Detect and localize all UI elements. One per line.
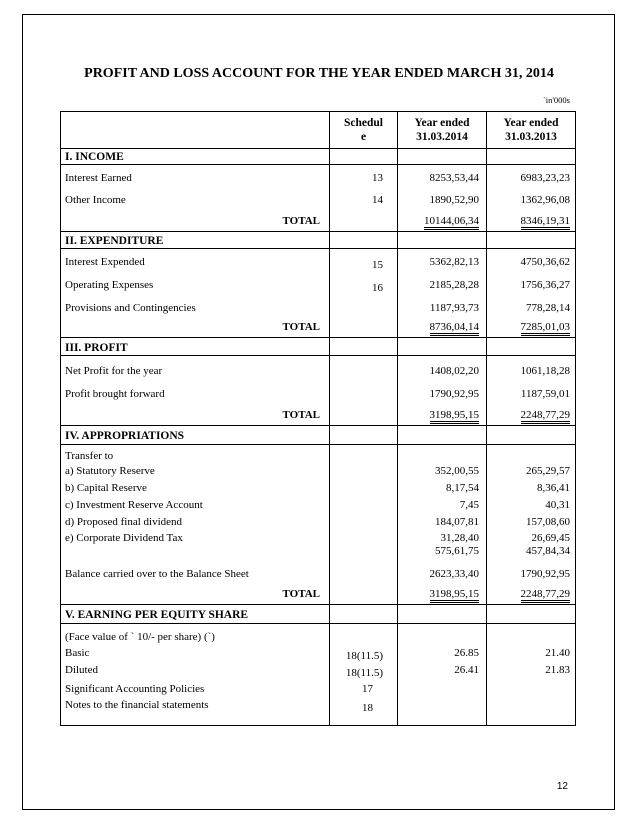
row-current: 31,28,40 — [440, 532, 479, 544]
col-divider-current — [486, 111, 487, 726]
total-label: TOTAL — [282, 588, 320, 600]
row-previous: 157,08,60 — [526, 516, 570, 528]
row-schedule: 15 — [372, 259, 383, 271]
row-previous: 265,29,57 — [526, 465, 570, 477]
row-label: Diluted — [65, 664, 98, 676]
row-schedule: 13 — [372, 172, 383, 184]
row-label: Interest Earned — [65, 172, 132, 184]
row-current: 8253,53,44 — [429, 172, 479, 184]
section-heading-income: I. INCOME — [65, 151, 124, 163]
subtotal-current: 575,61,75 — [435, 545, 479, 557]
row-schedule: 18 — [362, 702, 373, 714]
table-border-bottom — [60, 725, 576, 726]
section-heading-expenditure: II. EXPENDITURE — [65, 235, 164, 247]
row-current: 352,00,55 — [435, 465, 479, 477]
row-current: 1187,93,73 — [429, 302, 479, 314]
row-divider — [60, 355, 576, 356]
row-label: Notes to the financial statements — [65, 699, 209, 711]
col-header-current: Year ended 31.03.2014 — [414, 117, 470, 143]
total-current: 3198,95,15 — [430, 409, 480, 424]
row-current: 8,17,54 — [446, 482, 479, 494]
balance-previous: 1790,92,95 — [520, 568, 570, 580]
row-schedule: 18(11.5) — [345, 650, 383, 662]
row-label: Other Income — [65, 194, 126, 206]
transfer-label: Transfer to — [65, 450, 114, 462]
total-current: 10144,06,34 — [424, 215, 479, 230]
row-previous: 21.83 — [545, 664, 570, 676]
total-label: TOTAL — [282, 215, 320, 227]
row-label: Profit brought forward — [65, 388, 165, 400]
row-current: 1890,52,90 — [429, 194, 479, 206]
section-heading-appropriations: IV. APPROPRIATIONS — [65, 430, 185, 442]
row-divider — [60, 425, 576, 426]
row-current: 2185,28,28 — [429, 279, 479, 291]
row-divider — [60, 231, 576, 232]
row-previous: 8,36,41 — [537, 482, 570, 494]
row-current: 1408,02,20 — [429, 365, 479, 377]
row-previous: 1187,59,01 — [520, 388, 570, 400]
row-previous: 1362,96,08 — [520, 194, 570, 206]
row-label: Basic — [65, 647, 90, 659]
balance-label: Balance carried over to the Balance Sheet — [65, 568, 249, 580]
row-label: Provisions and Contingencies — [65, 302, 196, 314]
col-header-schedule: Schedul e — [344, 117, 383, 143]
row-current: 26.85 — [454, 647, 479, 659]
unit-note: `in'000s — [542, 95, 570, 105]
row-label: d) Proposed final dividend — [65, 516, 183, 528]
row-previous: 6983,23,23 — [520, 172, 570, 184]
row-divider — [60, 444, 576, 445]
statement-title: PROFIT AND LOSS ACCOUNT FOR THE YEAR ENDED MARCH 31, 2014 — [84, 66, 554, 81]
row-current: 184,07,81 — [435, 516, 479, 528]
col-divider-label — [329, 111, 330, 726]
row-schedule: 16 — [372, 282, 383, 294]
face-value-note: (Face value of ` 10/- per share) (`) — [65, 631, 215, 643]
row-current: 5362,82,13 — [429, 256, 479, 268]
row-label: a) Statutory Reserve — [65, 465, 155, 477]
row-previous: 1061,18,28 — [520, 365, 570, 377]
total-current: 8736,04,14 — [430, 321, 480, 336]
balance-current: 2623,33,40 — [429, 568, 479, 580]
total-label: TOTAL — [282, 321, 320, 333]
header-divider — [60, 148, 576, 149]
row-schedule: 14 — [372, 194, 383, 206]
row-label: c) Investment Reserve Account — [65, 499, 203, 511]
row-previous: 778,28,14 — [526, 302, 570, 314]
subtotal-previous: 457,84,34 — [526, 545, 570, 557]
row-current: 7,45 — [459, 499, 479, 511]
row-previous: 26,69,45 — [531, 532, 570, 544]
pl-table — [60, 111, 576, 726]
row-divider — [60, 337, 576, 338]
table-border-right — [575, 111, 576, 726]
total-label: TOTAL — [282, 409, 320, 421]
row-label: e) Corporate Dividend Tax — [65, 532, 183, 544]
col-divider-schedule — [397, 111, 398, 726]
col-header-previous: Year ended 31.03.2013 — [503, 117, 559, 143]
row-divider — [60, 604, 576, 605]
section-heading-eps: V. EARNING PER EQUITY SHARE — [65, 609, 249, 621]
row-label: Interest Expended — [65, 256, 145, 268]
total-previous: 8346,19,31 — [521, 215, 571, 230]
row-previous: 21.40 — [545, 647, 570, 659]
row-schedule: 18(11.5) — [345, 667, 383, 679]
row-divider — [60, 164, 576, 165]
row-previous: 40,31 — [545, 499, 570, 511]
total-previous: 2248,77,29 — [521, 588, 571, 603]
row-previous: 4750,36,62 — [520, 256, 570, 268]
row-schedule: 17 — [362, 683, 373, 695]
total-previous: 7285,01,03 — [521, 321, 571, 336]
section-heading-profit: III. PROFIT — [65, 342, 128, 354]
row-previous: 1756,36,27 — [520, 279, 570, 291]
row-current: 1790,92,95 — [429, 388, 479, 400]
table-border-left — [60, 111, 61, 726]
row-current: 26.41 — [454, 664, 479, 676]
row-label: Significant Accounting Policies — [65, 683, 205, 695]
total-current: 3198,95,15 — [430, 588, 480, 603]
total-previous: 2248,77,29 — [521, 409, 571, 424]
row-divider — [60, 248, 576, 249]
row-label: b) Capital Reserve — [65, 482, 147, 494]
table-border-top — [60, 111, 576, 112]
row-label: Net Profit for the year — [65, 365, 163, 377]
page-number: 12 — [556, 781, 568, 792]
row-label: Operating Expenses — [65, 279, 154, 291]
row-divider — [60, 623, 576, 624]
